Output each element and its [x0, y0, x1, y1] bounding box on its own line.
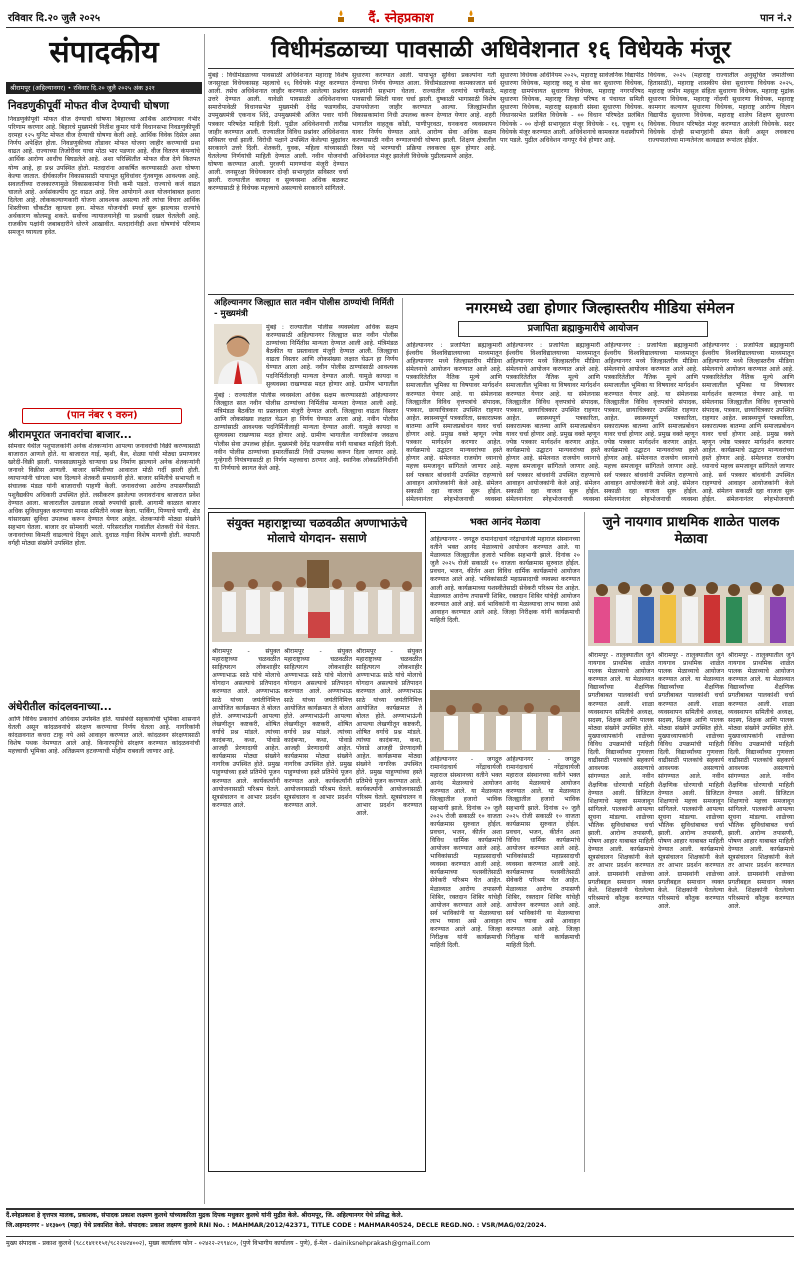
bhakti-col2: अहिल्यानगर - जगद्गुरु रामानंदाचार्य नरेंद्राचार्यजी महाराज संस्थानच्या वतीने भक्त आनंद मेळाव्याचे आयोजन करण्यात आले. या मेळाव्यात जिल्ह्यातील हजारो भाविक सहभागी झाले. दिनांक २० जुलै २०२५ रोजी सकाळी १० वाजता कार्यक्रमास सुरुवात होईल. प्रवचन, भजन, कीर्तन अशा विविध धार्मिक कार्यक्रमांचे आयोजन करण्यात आले आहे. भाविकांसाठी महाप्रसादाची व्यवस्था करण्यात आली आहे. कार्यक्रमाच्या यशस्वीतेसाठी सेवेकरी परिश्रम घेत आहेत. मेळाव्यात आरोग्य तपासणी शिबिर, रक्तदान शिबिर यांचेही आयोजन करण्यात आले आहे. सर्व भाविकांनी या मेळाव्याचा लाभ घ्यावा असे आवाहन करण्यात आले आहे. जिल्हा निरीक्षक यांनी कार्यक्रमाची माहिती दिली.: [506, 756, 580, 950]
imprint-line2: जि.अहमदनगर - ४१३७०९ (महा) येथे प्रकाशित केले. संपादक: प्रकाश लक्ष्मण कुलथे RNI No. : MAHMAR/2012/42371, TITLE CODE : MAHMAR40524, DECLE REGD.NO. : VSR/MAG/02/2024.: [6, 1222, 547, 1229]
top-strip: [6, 6, 794, 28]
annabhau-col3: श्रीरामपूर - संयुक्त महाराष्ट्राच्या चळवळीत साहित्यरत्न लोकशाहीर अण्णाभाऊ साठे यांचे मोलाचे योगदान असल्याचे प्रतिपादन करण्यात आले. अण्णाभाऊ साठे यांच्या जयंतीनिमित्त आयोजित कार्यक्रमात ते बोलत होते. अण्णाभाऊंनी आपल्या लेखणीतून कष्टकरी, शोषित वर्गाचे प्रश्न मांडले. त्यांच्या कादंबऱ्या, कथा, पोवाडे आजही प्रेरणादायी आहेत. कार्यक्रमास मोठ्या संख्येने नागरिक उपस्थित होते. प्रमुख पाहुण्यांच्या हस्ते प्रतिमेचे पूजन करण्यात आले. कार्यकर्त्यांनी आयोजनासाठी परिश्रम घेतले. सूत्रसंचालन व आभार प्रदर्शन करण्यात आले.: [356, 648, 422, 817]
cm-portrait: [214, 324, 262, 384]
column-divider: [584, 512, 585, 1172]
police-headline: अहिल्यानगर जिल्ह्यात सात नवीन पोलीस ठाण्यांची निर्मिती - मुख्यमंत्री: [214, 298, 394, 319]
media-subhead: प्रजापिता ब्रह्माकुमारीचे आयोजन: [458, 321, 708, 337]
media-col1: अहिल्यानगर : प्रजापिता ब्रह्माकुमारी ईश्वरीय विश्वविद्यालयाच्या माध्यमातून अहिल्यानगर मध्ये जिल्हास्तरीय मीडिया संमेलनाचे आयोजन करण्यात आले आहे. पत्रकारितेतील नैतिक मूल्ये आणि समाजातील भूमिका या विषयावर मार्गदर्शन करण्यात येणार आहे. या संमेलनास जिल्ह्यातील विविध वृत्तपत्रांचे संपादक, पत्रकार, छायाचित्रकार उपस्थित राहणार आहेत. स्वास्थ्यपूर्ण पत्रकारिता, सकारात्मक बातम्या आणि समाजप्रबोधन यावर चर्चा होणार आहे. प्रमुख वक्ते म्हणून ज्येष्ठ पत्रकार मार्गदर्शन करणार आहेत. कार्यक्रमाचे उद्घाटन मान्यवरांच्या हस्ते होणार आहे. संमेलनात राजयोग ध्यानाचे महत्त्व समजावून सांगितले जाणार आहे. सर्व पत्रकार बांधवांनी उपस्थित राहण्याचे आवाहन आयोजकांनी केले आहे. संमेलन सकाळी दहा वाजता सुरू होईल. संमेलनानंतर स्नेहभोजनाची व्यवस्था: [406, 342, 502, 502]
contact-line: मुख्य संपादक - प्रकाश कुलथे (९८८१४१११५१/९८२२४२४००२), मुख्य कार्यालय फोन - ०२४२२-२९९४८०, (पुणे विभागीय कार्यालय - पुणे), ई-मेल - dainiksnehprakash@gmail.com: [6, 1240, 431, 1247]
masthead-title: संपादकीय: [49, 35, 159, 70]
lamp-icon: [466, 9, 476, 23]
divider: [6, 1208, 794, 1210]
school-col1: श्रीरामपूर - तालुक्यातील जुने नायगाव प्राथमिक शाळेत पालक मेळाव्याचे आयोजन करण्यात आले. या मेळाव्यात विद्यार्थ्यांच्या शैक्षणिक प्रगतीबाबत पालकांशी चर्चा करण्यात आली. शाळा व्यवस्थापन समितीचे अध्यक्ष, सदस्य, शिक्षक आणि पालक मोठ्या संख्येने उपस्थित होते. मुख्याध्यापकांनी शाळेच्या विविध उपक्रमांची माहिती दिली. विद्यार्थ्यांच्या गुणवत्ता वाढीसाठी पालकांचे सहकार्य आवश्यक असल्याचे सांगण्यात आले. नवीन शैक्षणिक धोरणाची माहिती देण्यात आली. डिजिटल शिक्षणाचे महत्त्व समजावून सांगितले. पालकांनी आपल्या सूचना मांडल्या. शाळेच्या भौतिक सुविधांबाबत चर्चा झाली. आरोग्य तपासणी, पोषण आहार याबाबत माहिती देण्यात आली. कार्यक्रमाचे सूत्रसंचालन शिक्षकांनी केले तर आभार प्रदर्शन करण्यात आले. ग्रामस्थांनी शाळेच्या प्रगतीबद्दल समाधान व्यक्त केले. शिक्षकांनी घेतलेल्या परिश्रमाचे कौतुक करण्यात आले.: [588, 652, 654, 910]
editorial-masthead: [6, 32, 202, 82]
media-col3: अहिल्यानगर : प्रजापिता ब्रह्माकुमारी ईश्वरीय विश्वविद्यालयाच्या माध्यमातून अहिल्यानगर मध्ये जिल्हास्तरीय मीडिया संमेलनाचे आयोजन करण्यात आले आहे. पत्रकारितेतील नैतिक मूल्ये आणि समाजातील भूमिका या विषयावर मार्गदर्शन करण्यात येणार आहे. या संमेलनास जिल्ह्यातील विविध वृत्तपत्रांचे संपादक, पत्रकार, छायाचित्रकार उपस्थित राहणार आहेत. स्वास्थ्यपूर्ण पत्रकारिता, सकारात्मक बातम्या आणि समाजप्रबोधन यावर चर्चा होणार आहे. प्रमुख वक्ते म्हणून ज्येष्ठ पत्रकार मार्गदर्शन करणार आहेत. कार्यक्रमाचे उद्घाटन मान्यवरांच्या हस्ते होणार आहे. संमेलनात राजयोग ध्यानाचे महत्त्व समजावून सांगितले जाणार आहे. सर्व पत्रकार बांधवांनी उपस्थित राहण्याचे आवाहन आयोजकांनी केले आहे. संमेलन सकाळी दहा वाजता सुरू होईल. संमेलनानंतर स्नेहभोजनाची व्यवस्था: [604, 342, 698, 502]
media-col2: अहिल्यानगर : प्रजापिता ब्रह्माकुमारी ईश्वरीय विश्वविद्यालयाच्या माध्यमातून अहिल्यानगर मध्ये जिल्हास्तरीय मीडिया संमेलनाचे आयोजन करण्यात आले आहे. पत्रकारितेतील नैतिक मूल्ये आणि समाजातील भूमिका या विषयावर मार्गदर्शन करण्यात येणार आहे. या संमेलनास जिल्ह्यातील विविध वृत्तपत्रांचे संपादक, पत्रकार, छायाचित्रकार उपस्थित राहणार आहेत. स्वास्थ्यपूर्ण पत्रकारिता, सकारात्मक बातम्या आणि समाजप्रबोधन यावर चर्चा होणार आहे. प्रमुख वक्ते म्हणून ज्येष्ठ पत्रकार मार्गदर्शन करणार आहेत. कार्यक्रमाचे उद्घाटन मान्यवरांच्या हस्ते होणार आहे. संमेलनात राजयोग ध्यानाचे महत्त्व समजावून सांगितले जाणार आहे. सर्व पत्रकार बांधवांनी उपस्थित राहण्याचे आवाहन आयोजकांनी केले आहे. संमेलन सकाळी दहा वाजता सुरू होईल. संमेलनानंतर स्नेहभोजनाची व्यवस्था: [506, 342, 600, 502]
market-body: सोमवार येथील पशुपालकांनी अनेक शेतकऱ्यांना आपल्या जनावरांची विक्री करण्यासाठी बाजारात आणले होते. या बाजारात गाई, म्हशी, बैल, शेळ्या यांची मोठ्या प्रमाणावर खरेदी-विक्री झाली. पावसाळ्यामुळे चाऱ्याचा प्रश्न निर्माण झाल्याने अनेक शेतकऱ्यांनी जनावरे विक्रीस आणली. बाजार समितीच्या आवारात मोठी गर्दी झाली होती. व्यापाऱ्यांनी चांगला भाव दिल्याने शेतकरी समाधानी होते. बाजार समितीचे सभापती व संचालक मंडळ यांनी बाजाराची पाहणी केली. जनावरांच्या आरोग्य तपासणीसाठी पशुवैद्यकीय अधिकारी उपस्थित होते. लसीकरण झालेल्या जनावरांनाच बाजारात प्रवेश देण्यात आला. बाजारातील उलाढाल लाखो रुपयांची झाली. आगामी काळात बाजार अधिक सुविधायुक्त करण्याचा मानस समितीने व्यक्त केला. पार्किंग, पिण्याचे पाणी, शेड यांसारख्या सुविधा उपलब्ध करून देण्यात येणार आहेत. शेतकऱ्यांनी मोठ्या संख्येने सहभाग घेतला. बाजार दर सोमवारी भरतो. परिसरातील गावांतील शेतकरी येथे येतात. जनावरांच्या किमती वाढल्याचे दिसून आले. दुधाळ गाईंना विशेष मागणी होती. व्यापारी वर्गही मोठ्या संख्येने उपस्थित होता.: [8, 443, 200, 548]
annabhau-photo: [212, 552, 422, 642]
lead-col3: सुधारणा विधेयक अधिनियम २०२५, महाराष्ट्र सार्वजनिक विद्यापीठ सुधारणा विधेयक, महाराष्ट्र वस्तू व सेवा कर सुधारणा विधेयक, महाराष्ट्र ग्रामपंचायत सुधारणा विधेयक, महाराष्ट्र नगरपरिषद सुधारणा विधेयक, महाराष्ट्र जिल्हा परिषद व पंचायत समिती सुधारणा विधेयक, महाराष्ट्र सहकारी संस्था सुधारणा विधेयक. विधानसभेत प्रलंबित विधेयके - ०० विधान परिषदेत प्रलंबित विधेयके - ०० दोन्ही सभागृहात मंजूर विधेयके - १६. एकूण १६ विधेयके मंजूर करण्यात आली. अधिवेशनाचे कामकाज यशस्वीपणे पार पडले. पुढील अधिवेशन नागपूर येथे होणार आहे.: [500, 72, 644, 144]
annabhau-col1: श्रीरामपूर - संयुक्त महाराष्ट्राच्या चळवळीत साहित्यरत्न लोकशाहीर अण्णाभाऊ साठे यांचे मोलाचे योगदान असल्याचे प्रतिपादन करण्यात आले. अण्णाभाऊ साठे यांच्या जयंतीनिमित्त आयोजित कार्यक्रमात ते बोलत होते. अण्णाभाऊंनी आपल्या लेखणीतून कष्टकरी, शोषित वर्गाचे प्रश्न मांडले. त्यांच्या कादंबऱ्या, कथा, पोवाडे आजही प्रेरणादायी आहेत. कार्यक्रमास मोठ्या संख्येने नागरिक उपस्थित होते. प्रमुख पाहुण्यांच्या हस्ते प्रतिमेचे पूजन करण्यात आले. कार्यकर्त्यांनी आयोजनासाठी परिश्रम घेतले. सूत्रसंचालन व आभार प्रदर्शन करण्यात आले.: [212, 648, 280, 809]
police-body: मुंबई : राज्यातील पोलीस व्यवस्थेला अधिक सक्षम करण्यासाठी अहिल्यानगर जिल्ह्यात सात नवीन पोलीस ठाण्यांच्या निर्मितीस मान्यता देण्यात आली आहे. मंत्रिमंडळ बैठकीत या प्रस्तावाला मंजुरी देण्यात आली. जिल्ह्याचा वाढता विस्तार आणि लोकसंख्या लक्षात घेऊन हा निर्णय घेण्यात आला आहे. नवीन पोलीस ठाण्यांसाठी आवश्यक पदनिर्मितीलाही मान्यता देण्यात आली. यामुळे कायदा व सुव्यवस्था राखण्यास मदत होणार आहे. ग्रामीण भागातील नागरिकांना जवळच पोलीस सेवा उपलब्ध होईल. मुख्यमंत्री देवेंद्र फडणवीस यांनी याबाबत माहिती दिली. नवीन पोलीस ठाण्यांच्या इमारतींसाठी निधी उपलब्ध करून दिला जाणार आहे. गुन्हेगारी नियंत्रणासाठी हा निर्णय महत्त्वाचा ठरणार आहे. स्थानिक लोकप्रतिनिधींनी या निर्णयाचे स्वागत केले आहे.: [214, 392, 398, 472]
school-col2: श्रीरामपूर - तालुक्यातील जुने नायगाव प्राथमिक शाळेत पालक मेळाव्याचे आयोजन करण्यात आले. या मेळाव्यात विद्यार्थ्यांच्या शैक्षणिक प्रगतीबाबत पालकांशी चर्चा करण्यात आली. शाळा व्यवस्थापन समितीचे अध्यक्ष, सदस्य, शिक्षक आणि पालक मोठ्या संख्येने उपस्थित होते. मुख्याध्यापकांनी शाळेच्या विविध उपक्रमांची माहिती दिली. विद्यार्थ्यांच्या गुणवत्ता वाढीसाठी पालकांचे सहकार्य आवश्यक असल्याचे सांगण्यात आले. नवीन शैक्षणिक धोरणाची माहिती देण्यात आली. डिजिटल शिक्षणाचे महत्त्व समजावून सांगितले. पालकांनी आपल्या सूचना मांडल्या. शाळेच्या भौतिक सुविधांबाबत चर्चा झाली. आरोग्य तपासणी, पोषण आहार याबाबत माहिती देण्यात आली. कार्यक्रमाचे सूत्रसंचालन शिक्षकांनी केले तर आभार प्रदर्शन करण्यात आले. ग्रामस्थांनी शाळेच्या प्रगतीबद्दल समाधान व्यक्त केले. शिक्षकांनी घेतलेल्या परिश्रमाचे कौतुक करण्यात आले.: [658, 652, 724, 910]
paper-name: दैं. स्नेहप्रकाश: [368, 11, 434, 26]
bhakti-photo: [430, 690, 580, 752]
lead-headline: विधीमंडळाच्या पावसाळी अधिवेशनात १६ विधेयके मंजूर: [271, 37, 731, 63]
column-divider: [402, 298, 403, 506]
issue-date: रविवार दि.२० जुलै २०२५: [8, 13, 101, 24]
page-number: पान नं.२: [760, 13, 792, 24]
bhakti-col1: अहिल्यानगर - जगद्गुरु रामानंदाचार्य नरेंद्राचार्यजी महाराज संस्थानच्या वतीने भक्त आनंद मेळाव्याचे आयोजन करण्यात आले. या मेळाव्यात जिल्ह्यातील हजारो भाविक सहभागी झाले. दिनांक २० जुलै २०२५ रोजी सकाळी १० वाजता कार्यक्रमास सुरुवात होईल. प्रवचन, भजन, कीर्तन अशा विविध धार्मिक कार्यक्रमांचे आयोजन करण्यात आले आहे. भाविकांसाठी महाप्रसादाची व्यवस्था करण्यात आली आहे. कार्यक्रमाच्या यशस्वीतेसाठी सेवेकरी परिश्रम घेत आहेत. मेळाव्यात आरोग्य तपासणी शिबिर, रक्तदान शिबिर यांचेही आयोजन करण्यात आले आहे. सर्व भाविकांनी या मेळाव्याचा लाभ घ्यावा असे आवाहन करण्यात आले आहे. जिल्हा निरीक्षक यांनी कार्यक्रमाची माहिती दिली.: [430, 756, 502, 950]
imprint-line1: दैं.स्नेहप्रकाश हे वृत्तपत्र मालक, प्रकाशक, संपादक प्रकाश लक्ष्मण कुलथे यांच्याकरिता मुद्रक दिपक मधुकार कुलथे यांनी मुद्रीत केले. श्रीरामपूर, जि. अहिल्यानगर येथे प्रसिद्ध केले.: [6, 1212, 403, 1219]
school-headline: जुने नायगाव प्राथमिक शाळेत पालक मेळावा: [602, 514, 780, 547]
annabhau-col2: श्रीरामपूर - संयुक्त महाराष्ट्राच्या चळवळीत साहित्यरत्न लोकशाहीर अण्णाभाऊ साठे यांचे मोलाचे योगदान असल्याचे प्रतिपादन करण्यात आले. अण्णाभाऊ साठे यांच्या जयंतीनिमित्त आयोजित कार्यक्रमात ते बोलत होते. अण्णाभाऊंनी आपल्या लेखणीतून कष्टकरी, शोषित वर्गाचे प्रश्न मांडले. त्यांच्या कादंबऱ्या, कथा, पोवाडे आजही प्रेरणादायी आहेत. कार्यक्रमास मोठ्या संख्येने नागरिक उपस्थित होते. प्रमुख पाहुण्यांच्या हस्ते प्रतिमेचे पूजन करण्यात आले. कार्यकर्त्यांनी आयोजनासाठी परिश्रम घेतले. सूत्रसंचालन व आभार प्रदर्शन करण्यात आले.: [284, 648, 352, 809]
bhakti-headline: भक्त आनंद मेळावा: [430, 514, 580, 532]
school-col3: श्रीरामपूर - तालुक्यातील जुने नायगाव प्राथमिक शाळेत पालक मेळाव्याचे आयोजन करण्यात आले. या मेळाव्यात विद्यार्थ्यांच्या शैक्षणिक प्रगतीबाबत पालकांशी चर्चा करण्यात आली. शाळा व्यवस्थापन समितीचे अध्यक्ष, सदस्य, शिक्षक आणि पालक मोठ्या संख्येने उपस्थित होते. मुख्याध्यापकांनी शाळेच्या विविध उपक्रमांची माहिती दिली. विद्यार्थ्यांच्या गुणवत्ता वाढीसाठी पालकांचे सहकार्य आवश्यक असल्याचे सांगण्यात आले. नवीन शैक्षणिक धोरणाची माहिती देण्यात आली. डिजिटल शिक्षणाचे महत्त्व समजावून सांगितले. पालकांनी आपल्या सूचना मांडल्या. शाळेच्या भौतिक सुविधांबाबत चर्चा झाली. आरोग्य तपासणी, पोषण आहार याबाबत माहिती देण्यात आली. कार्यक्रमाचे सूत्रसंचालन शिक्षकांनी केले तर आभार प्रदर्शन करण्यात आले. ग्रामस्थांनी शाळेच्या प्रगतीबद्दल समाधान व्यक्त केले. शिक्षकांनी घेतलेल्या परिश्रमाचे कौतुक करण्यात आले.: [728, 652, 794, 910]
media-col4: अहिल्यानगर : प्रजापिता ब्रह्माकुमारी ईश्वरीय विश्वविद्यालयाच्या माध्यमातून अहिल्यानगर मध्ये जिल्हास्तरीय मीडिया संमेलनाचे आयोजन करण्यात आले आहे. पत्रकारितेतील नैतिक मूल्ये आणि समाजातील भूमिका या विषयावर मार्गदर्शन करण्यात येणार आहे. या संमेलनास जिल्ह्यातील विविध वृत्तपत्रांचे संपादक, पत्रकार, छायाचित्रकार उपस्थित राहणार आहेत. स्वास्थ्यपूर्ण पत्रकारिता, सकारात्मक बातम्या आणि समाजप्रबोधन यावर चर्चा होणार आहे. प्रमुख वक्ते म्हणून ज्येष्ठ पत्रकार मार्गदर्शन करणार आहेत. कार्यक्रमाचे उद्घाटन मान्यवरांच्या हस्ते होणार आहे. संमेलनात राजयोग ध्यानाचे महत्त्व समजावून सांगितले जाणार आहे. सर्व पत्रकार बांधवांनी उपस्थित राहण्याचे आवाहन आयोजकांनी केले आहे. संमेलन सकाळी दहा वाजता सुरू होईल. संमेलनानंतर स्नेहभोजनाची: [702, 342, 794, 502]
divider: [208, 68, 794, 69]
mangrove-headline: अंधेरीतील कांदलवनाच्या...: [8, 701, 112, 713]
market-headline: श्रीरामपूरात जनावरांचा बाजार...: [8, 429, 132, 441]
divider: [208, 294, 794, 295]
lead-col2: सुधारणा करण्यात आली. पायाभूत सुविधा प्रकल्पांना गती देण्याचा निर्णय घेण्यात आला. विधीमंडळाच्या कामकाजात सर्व सदस्यांनी सहभाग घेतला. राज्यातील धरणांचे पाणीसाठे, पावसाची स्थिती यावर चर्चा झाली. दुष्काळी भागासाठी विशेष उपाययोजना जाहीर करण्यात आल्या. जिल्ह्यांमधील विकासकामांना निधी उपलब्ध करून देण्यात येणार आहे. शहरी भागातील वाहतूक कोंडी, पाणीपुरवठा, घनकचरा व्यवस्थापन यावर निर्णय घेण्यात आले. आरोग्य सेवा अधिक सक्षम करण्यासाठी नवीन रुग्णालयांची घोषणा झाली. शिक्षण क्षेत्रातील रिक्त पदे भरण्याची प्रक्रिया लवकरच सुरू होणार आहे. अधिवेशनात मंजूर झालेली विधेयके पुढीलप्रमाणे आहेत.: [352, 72, 496, 160]
lead-col1: मुंबई : विधीमंडळाच्या पावसाळी अधिवेशनात महाराष्ट्र विशेष जनसुरक्षा विधेयकासह महत्वाचे १६ विधेयके मंजूर करण्यात आली. तसेच अधिवेशनात जाहीर करण्यात आलेल्या प्रश्नांवर उत्तरे देण्यात आली. यावेळी पावसाळी अधिवेशनाच्या समारोपावेळी विधानसभेत मुख्यमंत्री देवेंद्र फडणवीस, उपमुख्यमंत्री एकनाथ शिंदे, उपमुख्यमंत्री अजित पवार यांनी पत्रकार परिषदेत माहिती दिली. पुढील अधिवेशनाची तारीख जाहीर करण्यात आली. राज्यातील विविध प्रश्नांवर अधिवेशनात सविस्तर चर्चा झाली. विरोधी पक्षाने उपस्थित केलेल्या मुद्द्यांवर सरकारने उत्तरे दिली. शेतकरी, युवक, महिला यांच्यासाठी घेतलेल्या निर्णयांची माहिती देण्यात आली. नवीन योजनांची घोषणा करण्यात आली. पुरवणी मागण्यांना मंजुरी देण्यात आली. जनसुरक्षा विधेयकावर दोन्ही सभागृहांत सविस्तर चर्चा झाली. राज्यातील कायदा व सुव्यवस्था अधिक बळकट करण्यासाठी हे विधेयक महत्त्वाचे असल्याचे सरकारने सांगितले.: [208, 72, 348, 193]
lead-col4: विधेयक, २०२५ (महाराष्ट्र राज्यातील अनुसूचित जमातींच्या हितासाठी), महाराष्ट्र शासकीय सेवा सुधारणा विधेयक २०२५, महाराष्ट्र जमीन महसूल संहिता सुधारणा विधेयक, महाराष्ट्र मुद्रांक सुधारणा विधेयक, महाराष्ट्र नोंदणी सुधारणा विधेयक, महाराष्ट्र कामगार कल्याण सुधारणा विधेयक, महाराष्ट्र आरोग्य विज्ञान विद्यापीठ सुधारणा विधेयक, महाराष्ट्र शालेय शिक्षण सुधारणा विधेयक. विधान परिषदेत मंजूर करण्यात आलेली विधेयके. सदर विधेयके दोन्ही सभागृहांनी संमत केली असून लवकरच राज्यपालांच्या मान्यतेनंतर कायद्यात रूपांतर होईल.: [648, 72, 794, 144]
continued-badge: (पान नंबर ९ वरुन): [22, 408, 182, 424]
school-photo: [588, 550, 794, 646]
column-divider: [204, 34, 205, 1204]
editorial-body: निवडणुकीपूर्वी मोफत वीज देण्याची घोषणा बिहारच्या आर्थिक आरोग्यावर गंभीर परिणाम करणार आहे. बिहारचे मुख्यमंत्री नितीश कुमार यांनी विधानसभा निवडणुकीपूर्वी दरमहा १२५ युनिट मोफत वीज देण्याची घोषणा केली आहे. आर्थिक विवेक दिसेल असा निर्णय अपेक्षित होता. निवडणुकीच्या तोंडावर मोफत योजना जाहीर करण्याची प्रथा वाढत आहे. राज्याच्या तिजोरीवर याचा मोठा भार पडणार आहे. वीज वितरण कंपन्यांचे आर्थिक आरोग्य आधीच बिघडलेले आहे. अशा परिस्थितीत मोफत वीज देणे कितपत योग्य आहे, हा प्रश्न उपस्थित होतो. मतदारांना आकर्षित करण्यासाठी अशा घोषणा केल्या जातात. दीर्घकालीन विकासासाठी पायाभूत सुविधांवर गुंतवणूक आवश्यक आहे. सवलतींच्या राजकारणामुळे विकासकामांना निधी कमी पडतो. राज्याचे कर्ज वाढत चालले आहे. अर्थसंकल्पीय तूट वाढत आहे. वित्त आयोगाने अशा योजनांबाबत इशारा दिलेला आहे. लोककल्याणकारी योजना आवश्यक असल्या तरी त्यांचा विचार आर्थिक शिस्तीच्या चौकटीत व्हायला हवा. मोफत योजनांची स्पर्धा सुरू झाल्यास राज्यांचे अर्थकारण कोलमडू शकते. सर्वोच्च न्यायालयानेही या प्रश्नाची दखल घेतलेली आहे. राजकीय पक्षांनी जबाबदारीने धोरणे आखावीत. मतदारांनीही अशा घोषणांचे परिणाम समजून घ्यायला हवेत.: [8, 116, 200, 237]
divider: [208, 508, 794, 509]
police-body-top: मुंबई : राज्यातील पोलीस व्यवस्थेला अधिक सक्षम करण्यासाठी अहिल्यानगर जिल्ह्यात सात नवीन पोलीस ठाण्यांच्या निर्मितीस मान्यता देण्यात आली आहे. मंत्रिमंडळ बैठकीत या प्रस्तावाला मंजुरी देण्यात आली. जिल्ह्याचा वाढता विस्तार आणि लोकसंख्या लक्षात घेऊन हा निर्णय घेण्यात आला आहे. नवीन पोलीस ठाण्यांसाठी आवश्यक पदनिर्मितीलाही मान्यता देण्यात आली. यामुळे कायदा व सुव्यवस्था राखण्यास मदत होणार आहे. ग्रामीण भागातील: [266, 324, 398, 388]
masthead-subline: श्रीरामपूर (अहिल्यानगर) • रविवार दि.२० जुलै २०२५ अंक ३२१: [6, 82, 202, 94]
annabhau-headline: संयुक्त महाराष्ट्राच्या चळवळीत अण्णाभाऊंचे मोलाचे योगदान- ससाणे: [226, 516, 408, 545]
divider: [6, 1236, 794, 1237]
media-headline: नगरमध्ये उद्या होणार जिल्हास्तरीय मीडिया संमेलन: [466, 299, 734, 317]
editorial-headline: निवडणुकीपूर्वी मोफत वीज देण्याची घोषणा: [8, 100, 170, 112]
bhakti-body-top: अहिल्यानगर - जगद्गुरु रामानंदाचार्य नरेंद्राचार्यजी महाराज संस्थानच्या वतीने भक्त आनंद मेळाव्याचे आयोजन करण्यात आले. या मेळाव्यात जिल्ह्यातील हजारो भाविक सहभागी झाले. दिनांक २० जुलै २०२५ रोजी सकाळी १० वाजता कार्यक्रमास सुरुवात होईल. प्रवचन, भजन, कीर्तन अशा विविध धार्मिक कार्यक्रमांचे आयोजन करण्यात आले आहे. भाविकांसाठी महाप्रसादाची व्यवस्था करण्यात आली आहे. कार्यक्रमाच्या यशस्वीतेसाठी सेवेकरी परिश्रम घेत आहेत. मेळाव्यात आरोग्य तपासणी शिबिर, रक्तदान शिबिर यांचेही आयोजन करण्यात आले आहे. सर्व भाविकांनी या मेळाव्याचा लाभ घ्यावा असे आवाहन करण्यात आले आहे. जिल्हा निरीक्षक यांनी कार्यक्रमाची माहिती दिली.: [430, 536, 580, 624]
mangrove-body: आणि विविध प्रकारांचे अधिवास उपस्थित होते. यासंबंधी सहकार्याची भूमिका शासनाने घेतली असून कांदळवनांचे संरक्षण करण्याचा निर्णय घेतला आहे. नागरिकांनी कांदळवनात कचरा टाकू नये असे आवाहन करण्यात आले. कांदळवन संरक्षणासाठी विशेष पथक नेमण्यात आले आहे. किनारपट्टीचे संरक्षण करण्यात कांदळवनांची महत्त्वाची भूमिका आहे. अतिक्रमण हटवण्याची मोहीम राबवली जाणार आहे.: [8, 716, 200, 756]
